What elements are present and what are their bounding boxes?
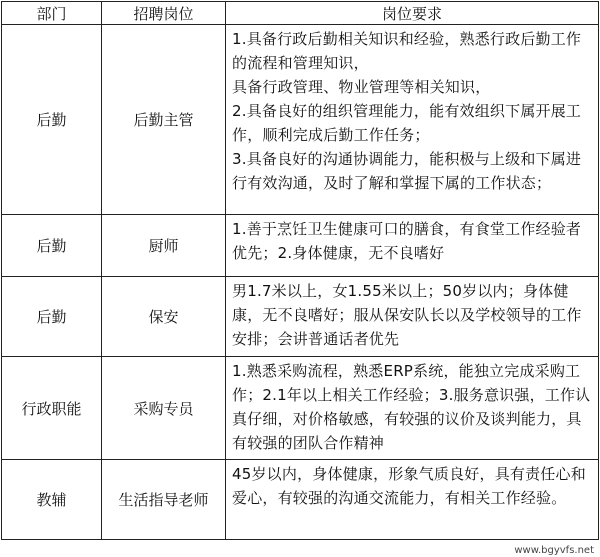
table-row <box>2 25 599 215</box>
position-cell: 采购专员 <box>102 357 226 460</box>
requirement-line: 1.具备行政后勤相关知识和经验，熟悉行政后勤工作的流程和管理知识， <box>232 30 582 72</box>
requirements-cell <box>226 357 599 460</box>
requirement-line: 2.具备良好的组织管理能力，能有效组织下属开展工作，顺利完成后勤工作任务； <box>232 102 582 144</box>
requirement-line: 1.熟悉采购流程，熟悉ERP系统，能独立完成采购工作；2.1年以上相关工作经验；3.服务意识强，工作认真仔细，对价格敏感，有较强的议价及谈判能力，具有较强的团队合作精神 <box>232 362 591 452</box>
table-row <box>2 460 599 540</box>
position-cell: 厨师 <box>102 215 226 277</box>
dept-cell: 后勤 <box>2 215 102 277</box>
dept-cell: 后勤 <box>2 25 102 215</box>
requirement-line: 3.具备良好的沟通协调能力，能积极与上级和下属进行有效沟通，及时了解和掌握下属的工作状态； <box>232 150 582 192</box>
position-cell: 生活指导老师 <box>102 460 226 540</box>
dept-cell: 教辅 <box>2 460 102 540</box>
table-row <box>2 357 599 460</box>
header-requirements: 岗位要求 <box>226 2 599 25</box>
requirements-cell <box>226 25 599 215</box>
table-row <box>2 277 599 357</box>
dept-cell: 后勤 <box>2 277 102 357</box>
table-row <box>2 215 599 277</box>
watermark: www.bgyvfs.net <box>514 545 594 556</box>
header-position: 招聘岗位 <box>102 2 226 25</box>
requirement-line: 45岁以内，身体健康，形象气质良好，具有责任心和爱心，有较强的沟通交流能力，有相关工作经验。 <box>232 465 586 507</box>
requirement-line: 1.善于烹饪卫生健康可口的膳食，有食堂工作经验者优先；2.身体健康，无不良嗜好 <box>232 220 582 262</box>
requirements-cell <box>226 277 599 357</box>
requirements-cell <box>226 215 599 277</box>
position-cell: 后勤主管 <box>102 25 226 215</box>
header-dept: 部门 <box>2 2 102 25</box>
header-row <box>2 2 599 25</box>
dept-cell: 行政职能 <box>2 357 102 460</box>
requirements-cell <box>226 460 599 540</box>
recruitment-table <box>1 1 599 540</box>
requirement-line: 具备行政管理、物业管理等相关知识， <box>232 78 491 96</box>
position-cell: 保安 <box>102 277 226 357</box>
requirement-line: 男1.7米以上，女1.55米以上；50岁以内；身体健康，无不良嗜好；服从保安队长以及学校领导的工作安排；会讲普通话者优先 <box>232 282 582 348</box>
